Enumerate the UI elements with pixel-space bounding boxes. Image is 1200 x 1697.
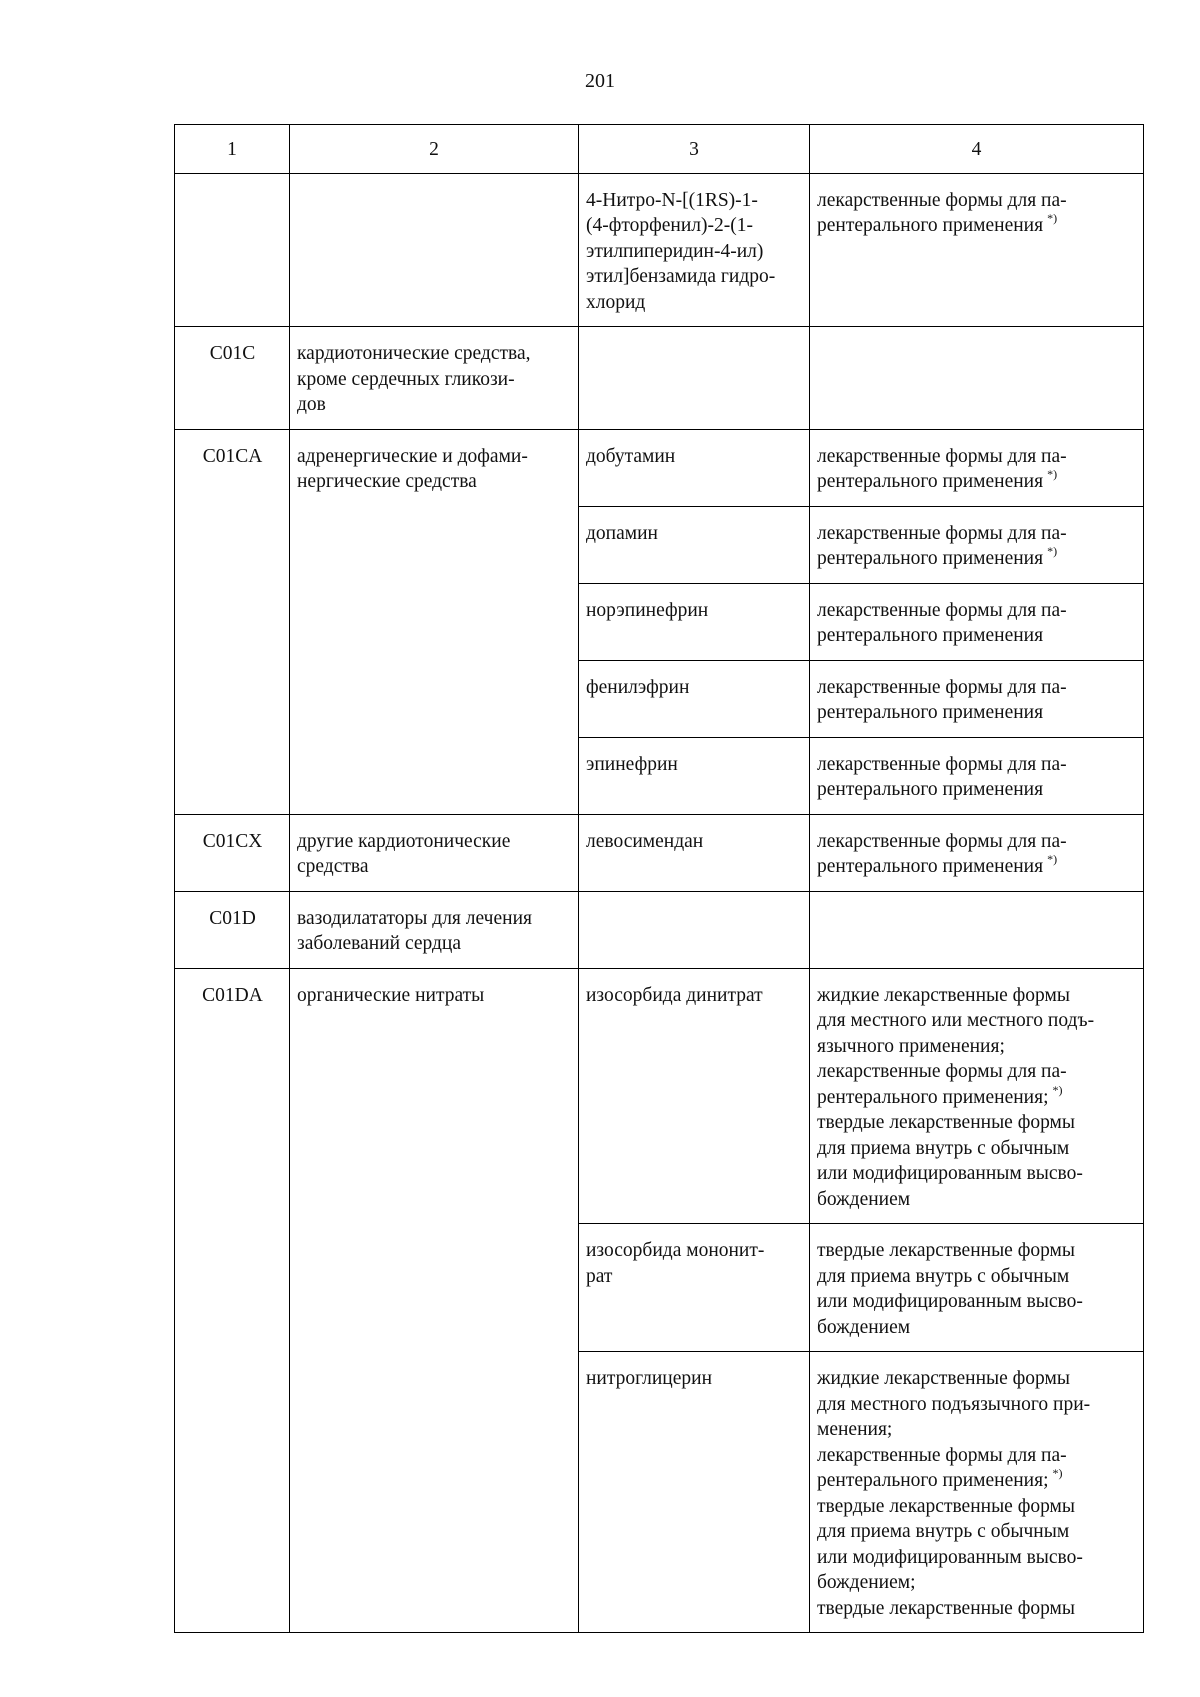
- substance-cell: [579, 891, 810, 968]
- substance-line: нитроглицерин: [586, 1368, 713, 1389]
- dosage-form-line: твердые лекарственные формы: [817, 1112, 1075, 1133]
- page-number: 201: [585, 70, 615, 92]
- table-row: [175, 814, 1144, 891]
- group-name-cell: [290, 891, 579, 968]
- table-row: [175, 173, 1144, 327]
- group-name-line: средства: [297, 856, 369, 877]
- group-name-line: органические нитраты: [297, 984, 485, 1006]
- dosage-form-line: рентерального применения: [817, 779, 1044, 800]
- substance-line: изосорбида мононит-: [586, 1240, 765, 1261]
- group-name-cell: [290, 429, 579, 814]
- table-row: [175, 429, 1144, 506]
- group-name-cell: [290, 814, 579, 891]
- substance-cell: добутамин: [579, 429, 810, 506]
- substance-cell: [579, 1352, 810, 1633]
- dosage-form-cell: [810, 1224, 1144, 1352]
- dosage-form-line: менения;: [817, 1419, 893, 1440]
- dosage-form-line: рентерального применения *): [817, 467, 1058, 492]
- dosage-form-line: или модифицированным высво-: [817, 1163, 1083, 1184]
- substance-cell: эпинефрин: [579, 737, 810, 814]
- group-name-line: нергические средства: [297, 471, 477, 492]
- atc-code-cell: C01D: [175, 891, 290, 968]
- dosage-form-line: твердые лекарственные формы: [817, 1495, 1075, 1517]
- dosage-form-line: жидкие лекарственные формы: [817, 984, 1070, 1006]
- dosage-form-line: рентерального применения *): [817, 211, 1058, 236]
- dosage-form-line: или модифицированным высво-: [817, 1291, 1083, 1312]
- substance-cell: норэпинефрин: [579, 583, 810, 660]
- footnote-mark: *): [1047, 211, 1058, 225]
- substance-line: 4-Нитро-N-[(1RS)-1-: [586, 189, 758, 211]
- dosage-form-line: лекарственные формы для па-: [817, 445, 1067, 467]
- drug-table: [174, 124, 1144, 1633]
- dosage-form-line: лекарственные формы для па-: [817, 599, 1067, 621]
- group-name-line: адренергические и дофами-: [297, 445, 528, 467]
- dosage-form-line: лекарственные формы для па-: [817, 189, 1067, 211]
- dosage-form-line: лекарственные формы для па-: [817, 830, 1067, 852]
- table-header-row: [175, 125, 1144, 174]
- dosage-form-cell: [810, 891, 1144, 968]
- dosage-form-line: язычного применения;: [817, 1035, 1005, 1057]
- dosage-form-line: рентерального применения *): [817, 852, 1058, 877]
- dosage-form-line: рентерального применения *): [817, 544, 1058, 569]
- dosage-form-line: рентерального применения; *): [817, 1466, 1063, 1491]
- dosage-form-line: бождением: [817, 1316, 911, 1338]
- dosage-form-line: рентерального применения: [817, 625, 1044, 646]
- table-row: [175, 327, 1144, 430]
- dosage-form-line: для местного или местного подъ-: [817, 1010, 1095, 1031]
- dosage-form-cell: [810, 173, 1144, 327]
- atc-code-cell: C01CX: [175, 814, 290, 891]
- atc-code-cell: C01DA: [175, 968, 290, 1633]
- substance-line: хлорид: [586, 291, 646, 313]
- dosage-form-line: бождением: [817, 1188, 911, 1210]
- table-row: [175, 891, 1144, 968]
- dosage-form-line: бождением;: [817, 1572, 916, 1593]
- dosage-form-cell: [810, 660, 1144, 737]
- dosage-form-cell: [810, 1352, 1144, 1633]
- group-name-line: другие кардиотонические: [297, 830, 511, 852]
- substance-cell: [579, 173, 810, 327]
- substance-line: изосорбида динитрат: [586, 984, 763, 1006]
- dosage-form-line: или модифицированным высво-: [817, 1546, 1083, 1568]
- dosage-form-line: для местного подъязычного при-: [817, 1393, 1091, 1415]
- substance-cell: [579, 327, 810, 430]
- footnote-mark: *): [1047, 544, 1058, 558]
- substance-cell: [579, 968, 810, 1224]
- table-row: [175, 968, 1144, 1224]
- group-name-cell: [290, 173, 579, 327]
- column-header-2: 2: [290, 125, 579, 174]
- column-header-4: 4: [810, 125, 1144, 174]
- dosage-form-line: рентерального применения: [817, 702, 1044, 723]
- dosage-form-cell: [810, 737, 1144, 814]
- group-name-line: дов: [297, 394, 326, 415]
- dosage-form-line: лекарственные формы для па-: [817, 1061, 1067, 1082]
- dosage-form-line: для приема внутрь с обычным: [817, 1521, 1070, 1542]
- footnote-mark: *): [1052, 1082, 1063, 1097]
- dosage-form-cell: [810, 327, 1144, 430]
- dosage-form-line: лекарственные формы для па-: [817, 676, 1067, 698]
- substance-line: этилпиперидин-4-ил): [586, 240, 764, 262]
- substance-cell: допамин: [579, 506, 810, 583]
- dosage-form-line: лекарственные формы для па-: [817, 522, 1067, 544]
- group-name-line: вазодилататоры для лечения: [297, 907, 532, 929]
- group-name-cell: [290, 327, 579, 430]
- dosage-form-line: твердые лекарственные формы: [817, 1597, 1075, 1619]
- dosage-form-line: лекарственные формы для па-: [817, 1444, 1067, 1466]
- substance-cell: левосимендан: [579, 814, 810, 891]
- column-header-3: 3: [579, 125, 810, 174]
- substance-line: рат: [586, 1265, 613, 1287]
- dosage-form-cell: [810, 968, 1144, 1224]
- dosage-form-cell: [810, 814, 1144, 891]
- dosage-form-line: рентерального применения; *): [817, 1082, 1063, 1108]
- dosage-form-line: жидкие лекарственные формы: [817, 1368, 1070, 1389]
- dosage-form-cell: [810, 583, 1144, 660]
- dosage-form-cell: [810, 506, 1144, 583]
- atc-code-cell: [175, 173, 290, 327]
- substance-cell: [579, 1224, 810, 1352]
- footnote-mark: *): [1052, 1466, 1063, 1480]
- dosage-form-line: для приема внутрь с обычным: [817, 1265, 1070, 1287]
- footnote-mark: *): [1047, 852, 1058, 866]
- atc-code-cell: C01CA: [175, 429, 290, 814]
- dosage-form-line: твердые лекарственные формы: [817, 1240, 1075, 1261]
- column-header-1: 1: [175, 125, 290, 174]
- group-name-line: заболеваний сердца: [297, 933, 461, 954]
- group-name-cell: [290, 968, 579, 1633]
- group-name-line: кардиотонические средства,: [297, 343, 531, 364]
- dosage-form-line: для приема внутрь с обычным: [817, 1137, 1070, 1159]
- substance-line: (4-фторфенил)-2-(1-: [586, 215, 753, 236]
- dosage-form-cell: [810, 429, 1144, 506]
- footnote-mark: *): [1047, 467, 1058, 481]
- atc-code-cell: C01C: [175, 327, 290, 430]
- dosage-form-line: лекарственные формы для па-: [817, 753, 1067, 775]
- substance-line: этил]бензамида гидро-: [586, 266, 776, 287]
- group-name-line: кроме сердечных гликози-: [297, 368, 515, 390]
- substance-cell: фенилэфрин: [579, 660, 810, 737]
